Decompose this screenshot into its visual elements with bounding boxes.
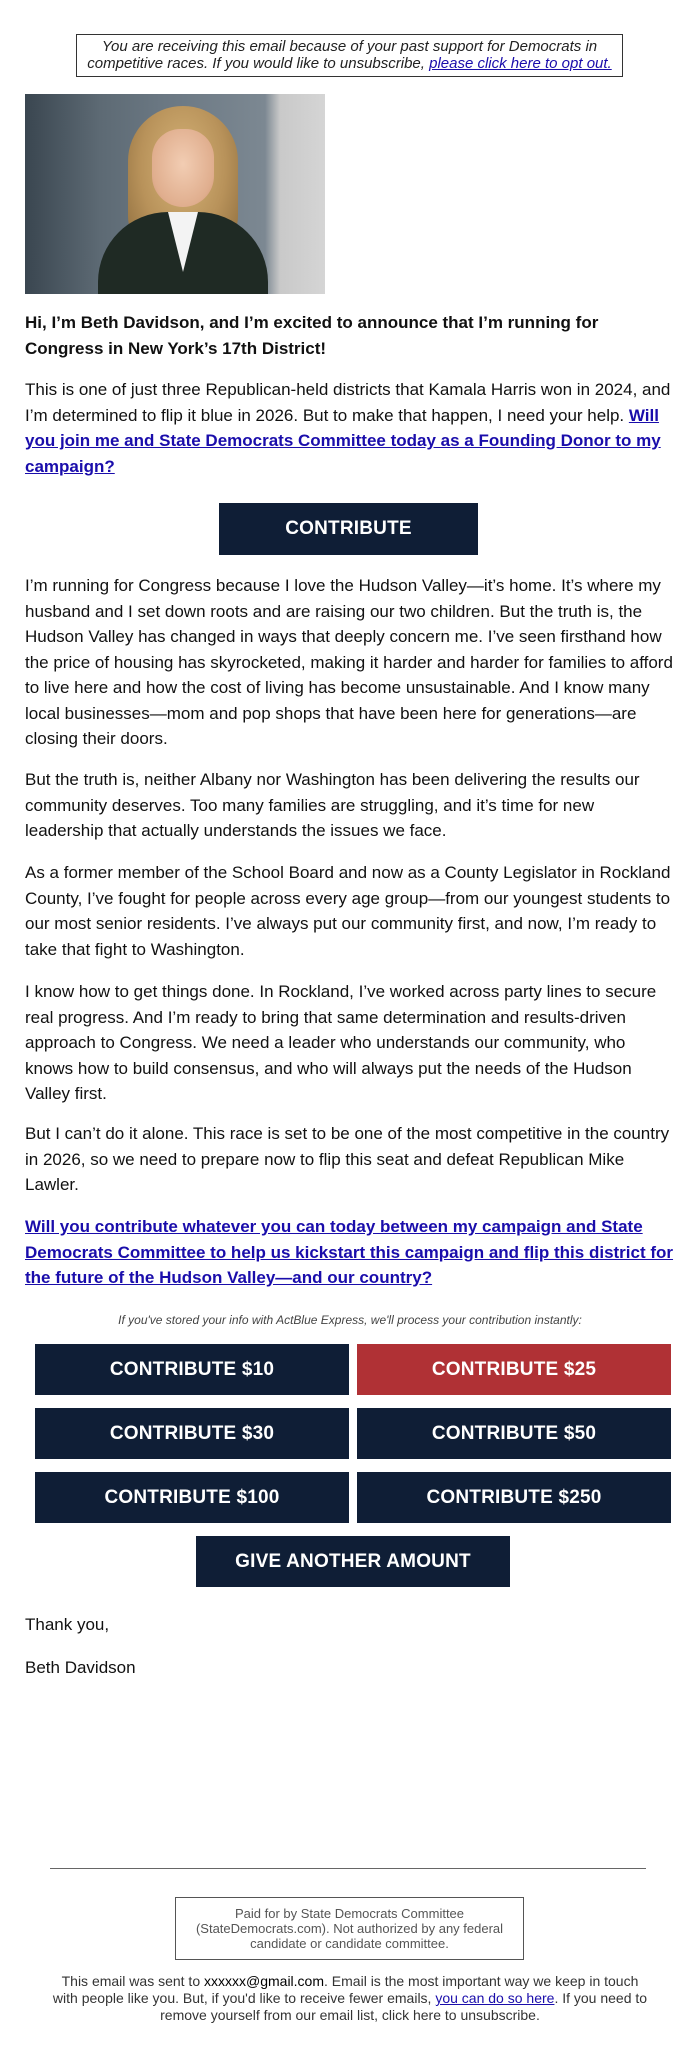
recipient-email: xxxxxx@gmail.com — [204, 1973, 325, 1989]
give-another-amount-button[interactable]: GIVE ANOTHER AMOUNT — [196, 1536, 510, 1587]
footer-pre: This email was sent to — [61, 1973, 204, 1989]
paragraph-get-things-done: I know how to get things done. In Rockland, I’ve worked across party lines to secure real progress. And I’m ready to bring that same determination and results-driven approach to Congress. We need a leader who understands our community, who knows how to build consensus, and who will always put the needs of the Hudson Valley first. — [25, 982, 657, 1103]
contribute-10-button[interactable]: CONTRIBUTE $10 — [35, 1344, 349, 1395]
paid-for-disclaimer: Paid for by State Democrats Committee (StateDemocrats.com). Not authorized by any federal candidate or candidate committee. — [175, 1897, 524, 1960]
intro-text: This is one of just three Republican-held districts that Kamala Harris won in 2024, and I’m determined to flip it blue in 2026. But to make that happen, I need your help. — [25, 380, 671, 425]
headline: Hi, I’m Beth Davidson, and I’m excited to announce that I’m running for Congress in New York’s 17th District! — [25, 313, 599, 358]
contribute-50-button[interactable]: CONTRIBUTE $50 — [357, 1408, 671, 1459]
contribute-100-button[interactable]: CONTRIBUTE $100 — [35, 1472, 349, 1523]
paragraph-competitive-race: But I can’t do it alone. This race is set to be one of the most competitive in the country in 2026, so we need to prepare now to flip this seat and defeat Republican Mike Lawler. — [25, 1124, 670, 1194]
paragraph-record: As a former member of the School Board and now as a County Legislator in Rockland County, I’ve fought for people across every age group—from our youngest students to our most senior residents. I’ve always put our community first, and now, I’m ready to take that fight to Washington. — [25, 863, 671, 959]
contribute-250-button[interactable]: CONTRIBUTE $250 — [357, 1472, 671, 1523]
footer-divider — [50, 1868, 646, 1869]
contribute-ask-link[interactable]: Will you contribute whatever you can today between my campaign and State Democrats Committee to help us kickstart this campaign and flip this district for the future of the Hudson Valley—and our country? — [25, 1217, 674, 1287]
ask-paragraph — [25, 1214, 675, 1291]
paragraph-leadership: But the truth is, neither Albany nor Washington has been delivering the results our community deserves. Too many families are struggling, and it’s time for new leadership that actually understands the issues we face. — [25, 770, 640, 840]
candidate-photo — [25, 94, 325, 294]
signoff-thanks: Thank you, — [25, 1615, 110, 1634]
signoff-name: Beth Davidson — [25, 1658, 136, 1677]
actblue-express-note: If you've stored your info with ActBlue Express, we'll process your contribution instantly: — [118, 1313, 582, 1327]
footer-text — [50, 1973, 650, 2024]
footer-mid: . Email is the most important way we keep in touch with people like you. But, if you'd like to receive fewer emails, — [52, 1973, 639, 2006]
contribute-25-button[interactable]: CONTRIBUTE $25 — [357, 1344, 671, 1395]
footer-post: . If you need to remove yourself from our email list, click here to unsubscribe. — [160, 1990, 648, 2023]
paragraph-why-running: I’m running for Congress because I love the Hudson Valley—it’s home. It’s where my husband and I set down roots and are raising our two children. But the truth is, the Hudson Valley has changed in ways that deeply concern me. I’ve seen firsthand how the price of housing has skyrocketed, making it harder and harder for families to afford to live here and how the cost of living has become unsustainable. And I know many local businesses—mom and pop shops that have been here for generations—are closing their doors. — [25, 576, 673, 748]
intro-paragraph — [25, 377, 675, 479]
unsubscribe-notice — [76, 34, 623, 77]
opt-out-link[interactable]: please click here to opt out. — [429, 55, 612, 72]
fewer-emails-link[interactable]: you can do so here — [435, 1990, 555, 2006]
founding-donor-link[interactable]: Will you join me and State Democrats Committee today as a Founding Donor to my campaign? — [25, 405, 661, 476]
contribute-30-button[interactable]: CONTRIBUTE $30 — [35, 1408, 349, 1459]
notice-text: You are receiving this email because of your past support for Democrats in competitive races. If you would like to unsubscribe, — [87, 38, 598, 72]
contribute-button[interactable]: CONTRIBUTE — [219, 503, 478, 555]
